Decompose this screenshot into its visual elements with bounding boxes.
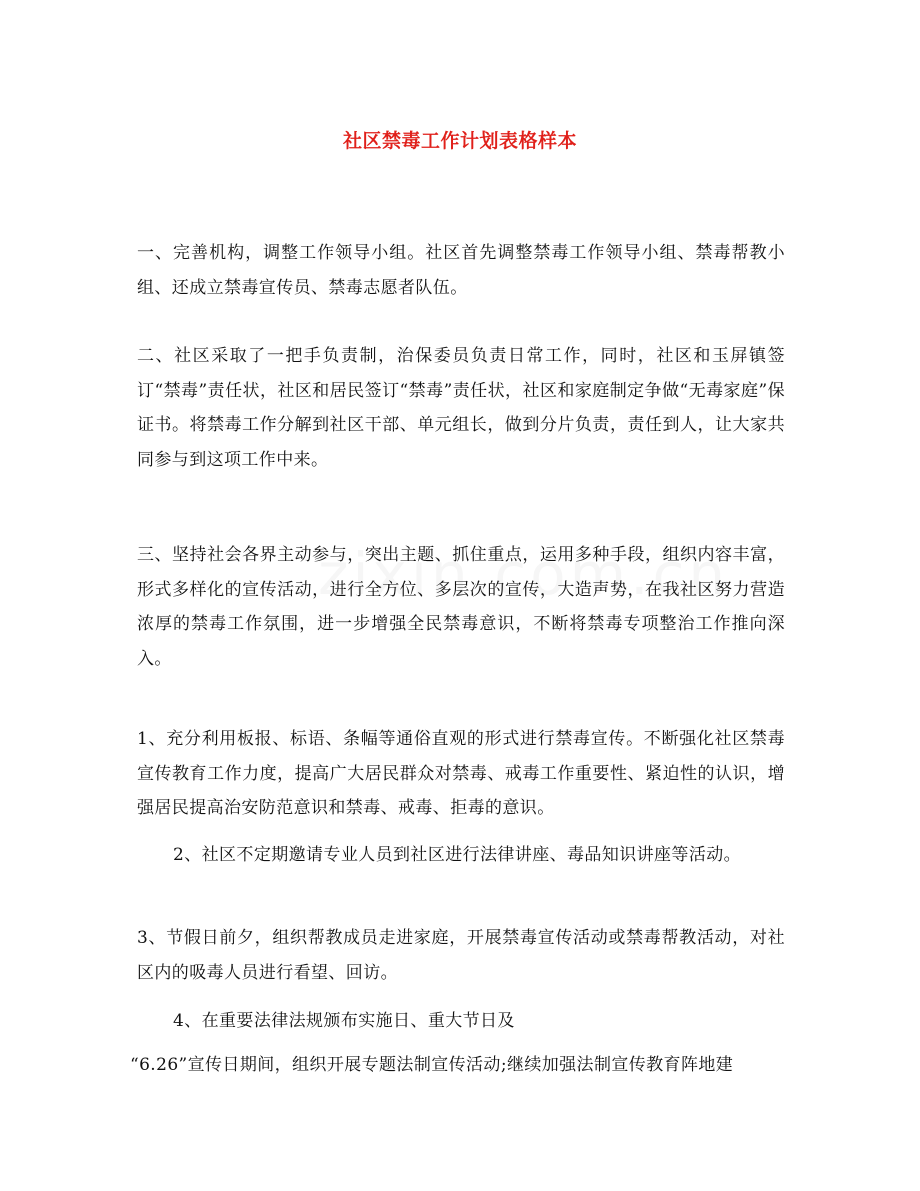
paragraph-item-3: 3、节假日前夕，组织帮教成员走进家庭，开展禁毒宣传活动或禁毒帮教活动，对社区内的吸毒人员进行看望、回访。 [137,928,785,983]
paragraph-2: 二、社区采取了一把手负责制，治保委员负责日常工作，同时，社区和玉屏镇签订“禁毒”责任状，社区和居民签订“禁毒”责任状，社区和家庭制定争做“无毒家庭”保证书。将禁毒工作分解到社区干部、单元组长，做到分片负责，责任到人，让大家共同参与到这项工作中来。 [137,346,785,470]
document-title: 社区禁毒工作计划表格样本 [342,130,577,152]
paragraph-1: 一、完善机构，调整工作领导小组。社区首先调整禁毒工作领导小组、禁毒帮教小组、还成立禁毒宣传员、禁毒志愿者队伍。 [137,243,785,298]
paragraph-item-4-continued: “6.26”宣传日期间，组织开展专题法制宣传活动;继续加强法制宣传教育阵地建 [130,1055,734,1075]
paragraph-item-4: 4、在重要法律法规颁布实施日、重大节日及 [173,1011,515,1031]
paragraph-3: 三、坚持社会各界主动参与，突出主题、抓住重点，运用多种手段，组织内容丰富，形式多样化的宣传活动，进行全方位、多层次的宣传，大造声势，在我社区努力营造浓厚的禁毒工作氛围，进一步增强全民禁毒意识，不断将禁毒专项整治工作推向深入。 [137,545,785,669]
paragraph-item-1: 1、充分利用板报、标语、条幅等通俗直观的形式进行禁毒宣传。不断强化社区禁毒宣传教育工作力度，提高广大居民群众对禁毒、戒毒工作重要性、紧迫性的认识，增强居民提高治安防范意识和禁毒、戒毒、拒毒的意识。 [137,729,785,818]
paragraph-item-2: 2、社区不定期邀请专业人员到社区进行法律讲座、毒品知识讲座等活动。 [173,845,742,865]
